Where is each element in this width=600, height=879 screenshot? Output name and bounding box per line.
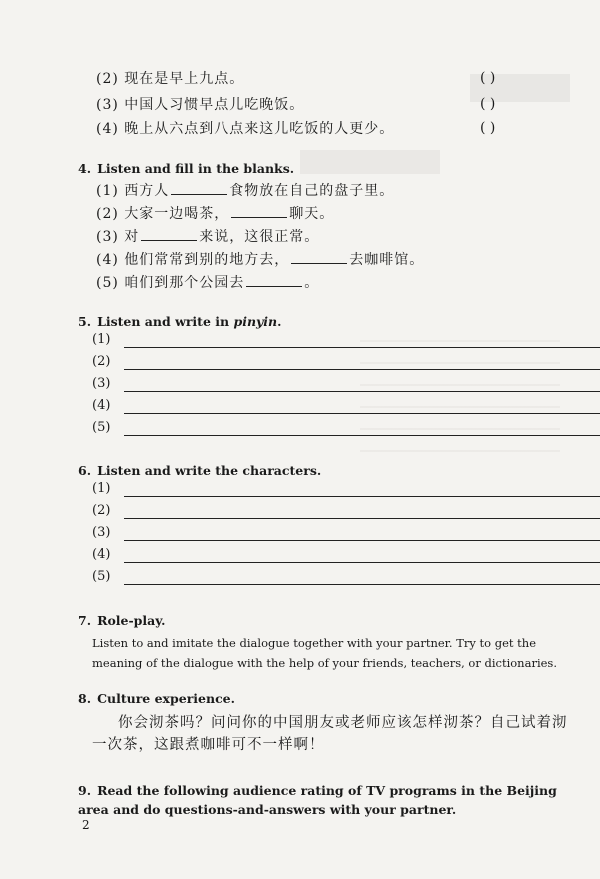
writing-line[interactable]: (4) (92, 398, 122, 418)
item-label: (2) (96, 71, 119, 87)
blank-field[interactable] (291, 249, 347, 264)
writing-line[interactable]: (2) (92, 503, 122, 523)
section-heading-role-play: 7. Role-play. (78, 613, 166, 628)
fill-blank-item: (5) 咱们到那个公园去 。 (96, 272, 319, 294)
show-through-texture (300, 150, 440, 174)
blank-field[interactable] (141, 226, 197, 241)
writing-line[interactable]: (5) (92, 569, 122, 589)
item-text: 中国人习惯早点儿吃晚饭。 (124, 97, 305, 113)
true-false-item (96, 94, 304, 116)
true-false-item (96, 118, 394, 140)
writing-line[interactable]: (3) (92, 525, 122, 545)
fill-blank-item: (1) 西方人 食物放在自己的盘子里。 (96, 180, 394, 202)
writing-line[interactable]: (1) (92, 332, 122, 352)
item-label: (4) (96, 121, 119, 137)
fill-blank-item: (4) 他们常常到别的地方去， 去咖啡馆。 (96, 249, 424, 271)
role-play-instructions: Listen to and imitate the dialogue together with your partner. Try to get the meaning of the dialogue with the help of your friends, teachers, or dictionaries. (92, 636, 557, 670)
page-number: 2 (82, 818, 90, 832)
writing-line[interactable]: (3) (92, 376, 122, 396)
writing-line[interactable]: (2) (92, 354, 122, 374)
item-text: 晚上从六点到八点来这儿吃饭的人更少。 (124, 121, 395, 137)
show-through-texture (360, 340, 560, 460)
fill-blank-item: (3) 对 来说，这很正常。 (96, 226, 319, 248)
true-false-item (96, 68, 244, 90)
writing-line[interactable]: (5) (92, 420, 122, 440)
section-heading-fill-blanks: 4. Listen and fill in the blanks. (78, 161, 295, 176)
item-label: (3) (96, 97, 119, 113)
writing-line[interactable]: (1) (92, 481, 122, 501)
section-heading-characters: 6. Listen and write the characters. (78, 463, 322, 478)
blank-field[interactable] (171, 180, 227, 195)
answer-parentheses[interactable]: ( ) (480, 70, 496, 86)
section-heading-tv-ratings: 9. Read the following audience rating of TV programs in the Beijing area and do questions-and-answers with your partner. (78, 783, 557, 817)
blank-field[interactable] (231, 203, 287, 218)
blank-field[interactable] (246, 272, 302, 287)
section-heading-culture: 8. Culture experience. (78, 691, 235, 706)
fill-blank-item: (2) 大家一边喝茶， 聊天。 (96, 203, 334, 225)
writing-line[interactable]: (4) (92, 547, 122, 567)
culture-experience-text: 你会沏茶吗？问问你的中国朋友或老师应该怎样沏茶？自己试着沏一次茶，这跟煮咖啡可不一样啊！ (92, 715, 568, 753)
item-text: 现在是早上九点。 (124, 71, 245, 87)
answer-parentheses[interactable]: ( ) (480, 120, 496, 136)
section-heading-pinyin: 5. Listen and write in pinyin. (78, 314, 282, 329)
answer-parentheses[interactable]: ( ) (480, 96, 496, 112)
